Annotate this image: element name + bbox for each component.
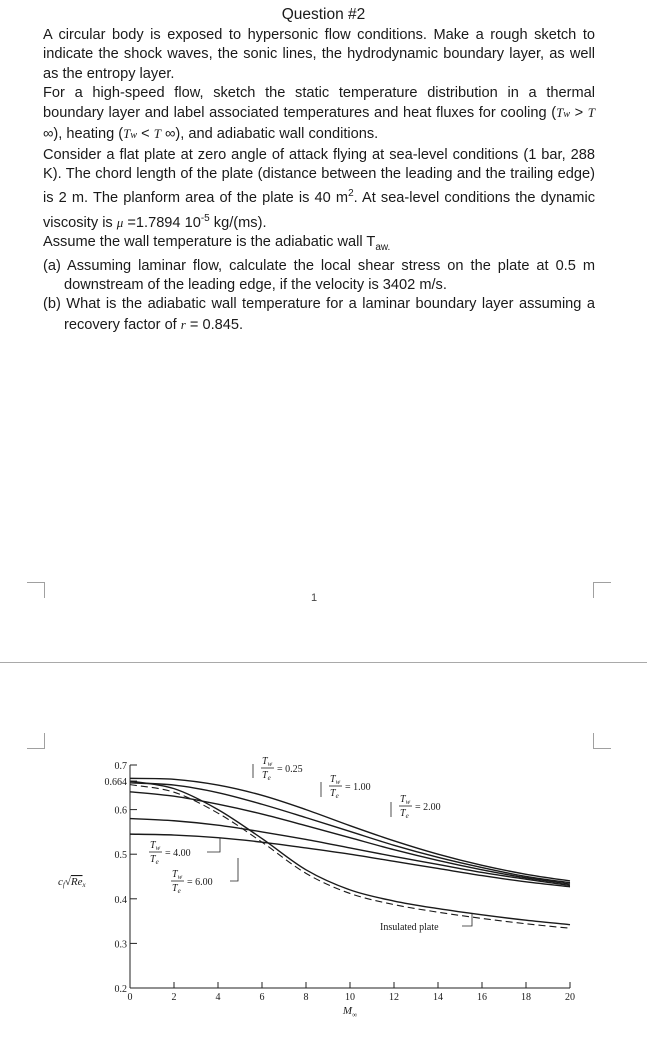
- curve-label-value: = 2.00: [415, 802, 441, 813]
- question-body: [43, 26, 595, 335]
- x-tick-label-20: 20: [565, 992, 575, 1003]
- y-axis-label-f: f: [62, 881, 65, 889]
- curve-label-400: [149, 838, 220, 866]
- curve-tw-te-4-00: [130, 819, 570, 886]
- curve-label-den-t: T: [150, 854, 156, 865]
- paragraph-circular-body: A circular body is exposed to hypersonic flow conditions. Make a rough sketch to indicate the shock waves, the sonic lines, the hydrodynamic boundary layer, as well as the entropy layer.: [43, 27, 595, 82]
- chart-svg: [0, 740, 647, 1030]
- chart-axes: [58, 761, 575, 1019]
- x-tick-label-4: 4: [215, 992, 221, 1003]
- page-number: 1: [311, 592, 318, 604]
- curve-label-den-sub: e: [155, 858, 159, 866]
- curve-label-num: [400, 794, 411, 806]
- x-tick-label-6: 6: [259, 992, 265, 1003]
- chart-curves: [130, 778, 570, 928]
- curve-label-den-sub: e: [267, 774, 271, 782]
- x-tick-label-12: 12: [389, 992, 399, 1003]
- curve-label-den-t: T: [330, 788, 336, 799]
- y-axis-label: [58, 876, 87, 889]
- paragraph-flat-plate: Consider a flat plate at zero angle of attack flying at sea-level conditions (1 bar, 288 K). The chord length of the plate (distance between the leading and the trailing edge) is 2 m. The planform area of the plate is 40 $m^2$. At sea-level conditions the dynamic viscosity is μ =1.7894 $10^{-5}$ kg/(ms).: [43, 146, 595, 231]
- x-tick-label-16: 16: [477, 992, 487, 1003]
- curve-label-den-sub: e: [177, 887, 181, 895]
- curve-label-value: = 6.00: [187, 877, 213, 888]
- x-axis-label-m: M: [342, 1005, 353, 1017]
- curve-label-den: [262, 770, 271, 782]
- x-tick-label-14: 14: [433, 992, 443, 1003]
- curve-label-num-sub: w: [267, 760, 273, 768]
- curve-label-den-t: T: [400, 808, 406, 819]
- curve-label-den-t: T: [172, 883, 178, 894]
- curve-label-den-sub: e: [335, 792, 339, 800]
- curve-label-num-t: T: [262, 756, 268, 767]
- part-a: (a) Assuming laminar flow, calculate the local shear stress on the plate at 0.5 m downstream of the leading edge, if the velocity is 3402 m/s.: [43, 257, 595, 294]
- curve-label-num-t: T: [330, 774, 336, 785]
- curve-label-num-sub: w: [155, 844, 161, 852]
- y-tick-label-0.664: 0.664: [104, 777, 127, 789]
- curve-label-den: [150, 854, 159, 866]
- curve-label-600: [171, 858, 238, 895]
- crop-mark-top-left: [27, 582, 45, 598]
- curve-tw-te-0-25: [130, 778, 570, 881]
- curve-insulated-plate-dashed: [130, 785, 570, 929]
- curve-label-num-t: T: [400, 794, 406, 805]
- y-axis-label-re: Re: [70, 876, 83, 888]
- curve-label-num: [330, 774, 341, 786]
- curve-insulated-plate: [130, 781, 570, 925]
- paragraph-thermal-boundary-layer: For a high-speed flow, sketch the static temperature distribution in a thermal boundary layer and label associated temperatures and heat fluxes for cooling (Tw > T ∞), heating (Tw < T ∞), and adiabatic wall conditions.: [43, 84, 595, 143]
- curve-label-200: [391, 794, 441, 820]
- curve-label-den: [330, 788, 339, 800]
- curve-label-num-sub: w: [177, 873, 183, 881]
- curve-label-num-sub: w: [405, 798, 411, 806]
- curve-label-value: = 1.00: [345, 782, 371, 793]
- part-b: (b) What is the adiabatic wall temperature for a laminar boundary layer assuming a recovery factor of r = 0.845.: [43, 296, 595, 333]
- curve-label-leader: [207, 838, 220, 852]
- x-tick-label-8: 8: [303, 992, 309, 1003]
- y-tick-label-0.2: 0.2: [114, 984, 127, 995]
- x-axis-label: [342, 1005, 357, 1019]
- skin-friction-chart: [0, 740, 647, 1035]
- curve-label-den-t: T: [262, 770, 268, 781]
- curve-label-num: [172, 869, 183, 881]
- curve-label-value: = 4.00: [165, 848, 191, 859]
- curve-label-den-sub: e: [405, 812, 409, 820]
- y-tick-label-0.3: 0.3: [114, 939, 127, 951]
- curve-label-value: = 0.25: [277, 764, 303, 775]
- x-tick-label-10: 10: [345, 992, 355, 1003]
- y-tick-label-0.7: 0.7: [114, 761, 127, 772]
- curve-label-num: [262, 756, 273, 768]
- insulated-plate-label: Insulated plate: [380, 922, 439, 933]
- y-tick-label-0.6: 0.6: [114, 805, 127, 817]
- crop-mark-top-right: [593, 582, 611, 598]
- curve-label-den: [172, 883, 181, 895]
- x-tick-label-18: 18: [521, 992, 531, 1003]
- x-tick-label-0: 0: [127, 992, 133, 1003]
- x-axis-label-inf: ∞: [352, 1011, 358, 1019]
- curve-label-num-sub: w: [335, 778, 341, 786]
- y-tick-label-0.4: 0.4: [114, 894, 127, 906]
- page-divider: [0, 662, 647, 663]
- curve-label-100: [321, 774, 371, 800]
- curve-label-num-t: T: [150, 840, 156, 851]
- question-title: Question #2: [281, 6, 366, 23]
- curve-label-025: [253, 756, 303, 782]
- curve-label-num: [150, 840, 161, 852]
- y-axis-label-x: x: [82, 881, 86, 889]
- curve-label-den: [400, 808, 409, 820]
- paragraph-adiabatic-wall: Assume the wall temperature is the adiabatic wall $T_{aw.}$: [43, 233, 391, 253]
- curve-label-num-t: T: [172, 869, 178, 880]
- y-axis-label-c: c: [58, 876, 63, 888]
- curve-label-leader: [230, 858, 238, 881]
- x-tick-label-2: 2: [171, 992, 177, 1003]
- y-axis-label-sqrt: √: [64, 876, 71, 888]
- y-tick-label-0.5: 0.5: [114, 850, 127, 862]
